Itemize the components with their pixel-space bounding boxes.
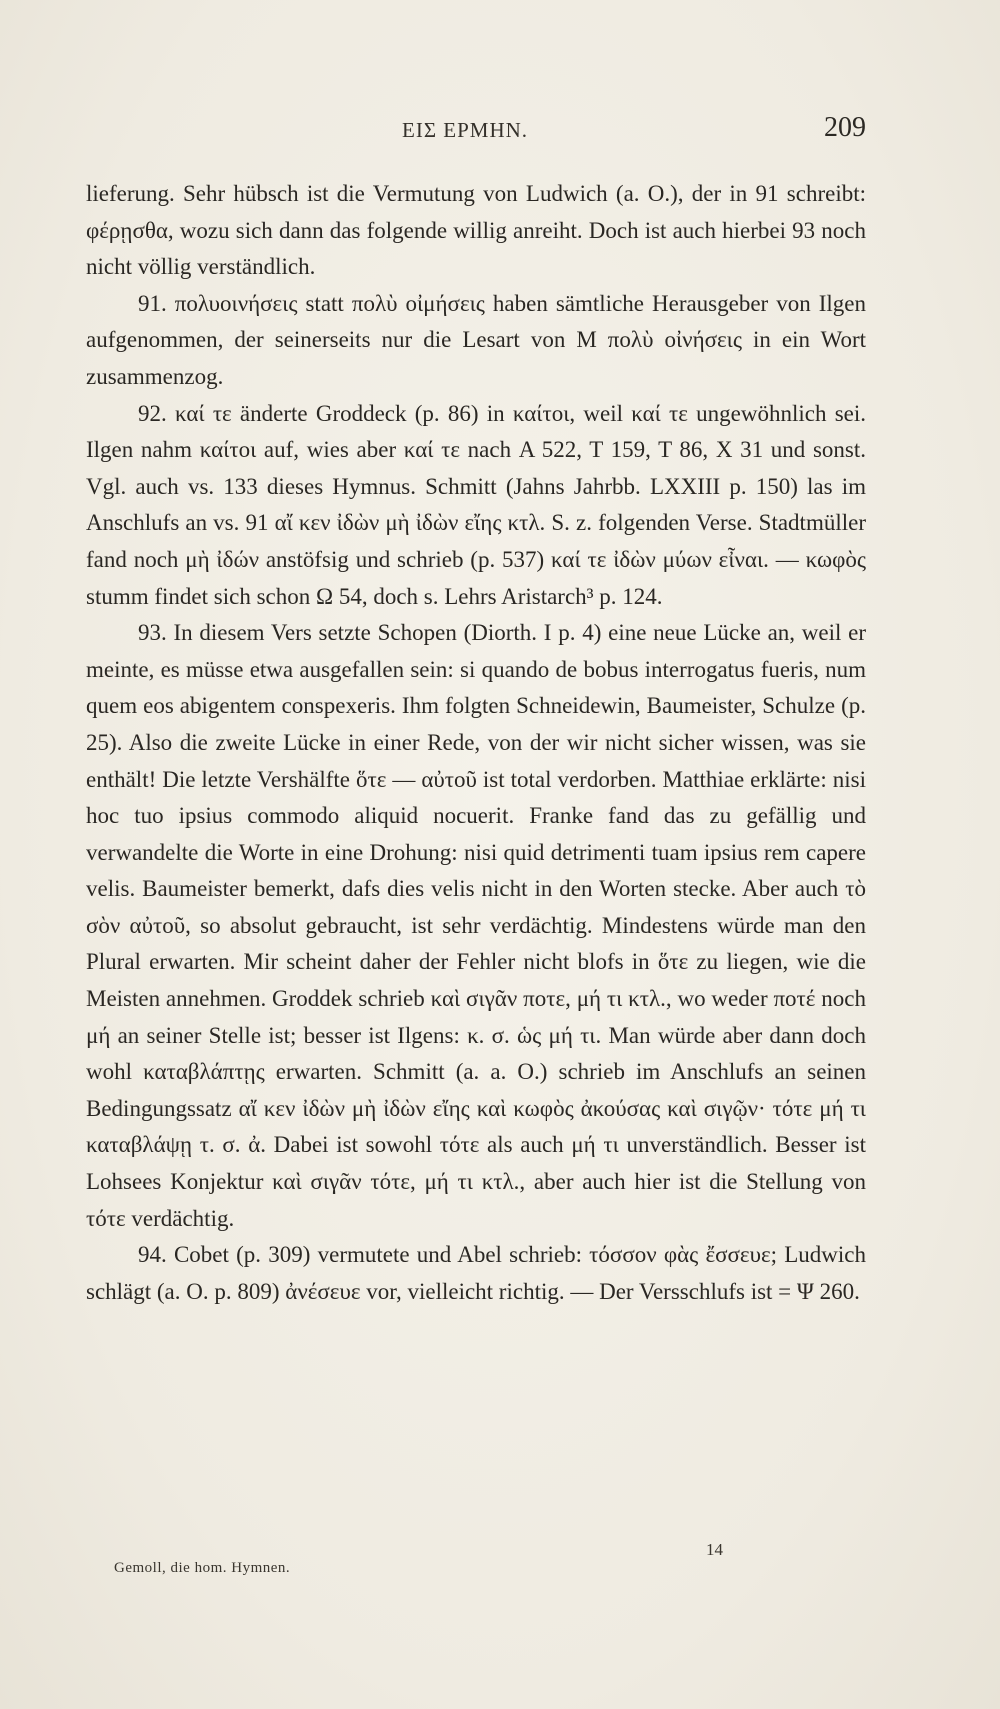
main-text: [86, 176, 866, 1310]
running-title: ΕΙΣ ΕΡΜΗΝ.: [402, 118, 529, 142]
paragraph-note-93: 93. In diesem Vers setzte Schopen (Diorth. I p. 4) eine neue Lücke an, weil er meinte, es müsse etwa ausgefallen sein: si quando de bobus interrogatus fueris, num quem eos abigentem conspexeris. Ihm folgten Schneidewin, Baumeister, Schulze (p. 25). Also die zweite Lücke in einer Rede, von der wir nicht sicher wissen, was sie enthält! Die letzte Vershälfte ὅτε — αὐτοῦ ist total verdorben. Matthiae erklärte: nisi hoc tuo ipsius commodo aliquid nocuerit. Franke fand das zu gefällig und verwandelte die Worte in eine Drohung: nisi quid detrimenti tuam ipsius rem capere velis. Baumeister bemerkt, dafs dies velis nicht in den Worten stecke. Aber auch τὸ σὸν αὐτοῦ, so absolut gebraucht, ist sehr verdächtig. Mindestens würde man den Plural erwarten. Mir scheint daher der Fehler nicht blofs in ὅτε zu liegen, wie die Meisten annehmen. Groddek schrieb καὶ σιγᾶν ποτε, μή τι κτλ., wo weder ποτέ noch μή an seiner Stelle ist; besser ist Ilgens: κ. σ. ὡς μή τι. Man würde aber dann doch wohl καταβλάπτῃς erwarten. Schmitt (a. a. O.) schrieb im Anschlufs an seinen Bedingungssatz αἴ κεν ἰδὼν μὴ ἰδὼν εἴης καὶ κωφὸς ἀκούσας καὶ σιγῷν· τότε μή τι καταβλάψῃ τ. σ. ἀ. Dabei ist sowohl τότε als auch μή τι unverständlich. Besser ist Lohsees Konjektur καὶ σιγᾶν τότε, μή τι κτλ., aber auch hier ist die Stellung von τότε verdächtig.: [86, 620, 866, 1231]
signature-mark: 14: [706, 1540, 723, 1559]
paragraph-note-94: 94. Cobet (p. 309) vermutete und Abel schrieb: τόσσον φὰς ἔσσευε; Ludwich schlägt (a. O. p. 809) ἀνέσευε vor, vielleicht richtig. — Der Versschlufs ist = Ψ 260.: [86, 1242, 866, 1304]
page-number: 209: [824, 112, 866, 143]
paragraph-note-92: 92. καί τε änderte Groddeck (p. 86) in καίτοι, weil καί τε ungewöhnlich sei. Ilgen nahm καίτοι auf, wies aber καί τε nach Α 522, Τ 159, Τ 86, Χ 31 und sonst. Vgl. auch vs. 133 dieses Hymnus. Schmitt (Jahns Jahrbb. LXXIII p. 150) las im Anschlufs an vs. 91 αἴ κεν ἰδὼν μὴ ἰδὼν εἴης κτλ. S. z. folgenden Verse. Stadtmüller fand noch μὴ ἰδών anstöfsig und schrieb (p. 537) καί τε ἰδὼν μύων εἶναι. — κωφὸς stumm findet sich schon Ω 54, doch s. Lehrs Aristarch³ p. 124.: [86, 400, 866, 609]
page-header: [86, 112, 866, 152]
page-footer: [86, 1540, 866, 1580]
paragraph-note-91: 91. πολυοινήσεις statt πολὺ οἰμήσεις haben sämtliche Herausgeber von Ilgen aufgenommen, der seinerseits nur die Lesart von M πολὺ οἰνήσεις in ein Wort zusammenzog.: [86, 290, 866, 389]
footer-author-line: Gemoll, die hom. Hymnen.: [114, 1560, 291, 1576]
paragraph-continuation: lieferung. Sehr hübsch ist die Vermutung von Ludwich (a. O.), der in 91 schreibt: φέρῃσθα, wozu sich dann das folgende willig anreiht. Doch ist auch hierbei 93 noch nicht völlig verständlich.: [86, 181, 866, 280]
